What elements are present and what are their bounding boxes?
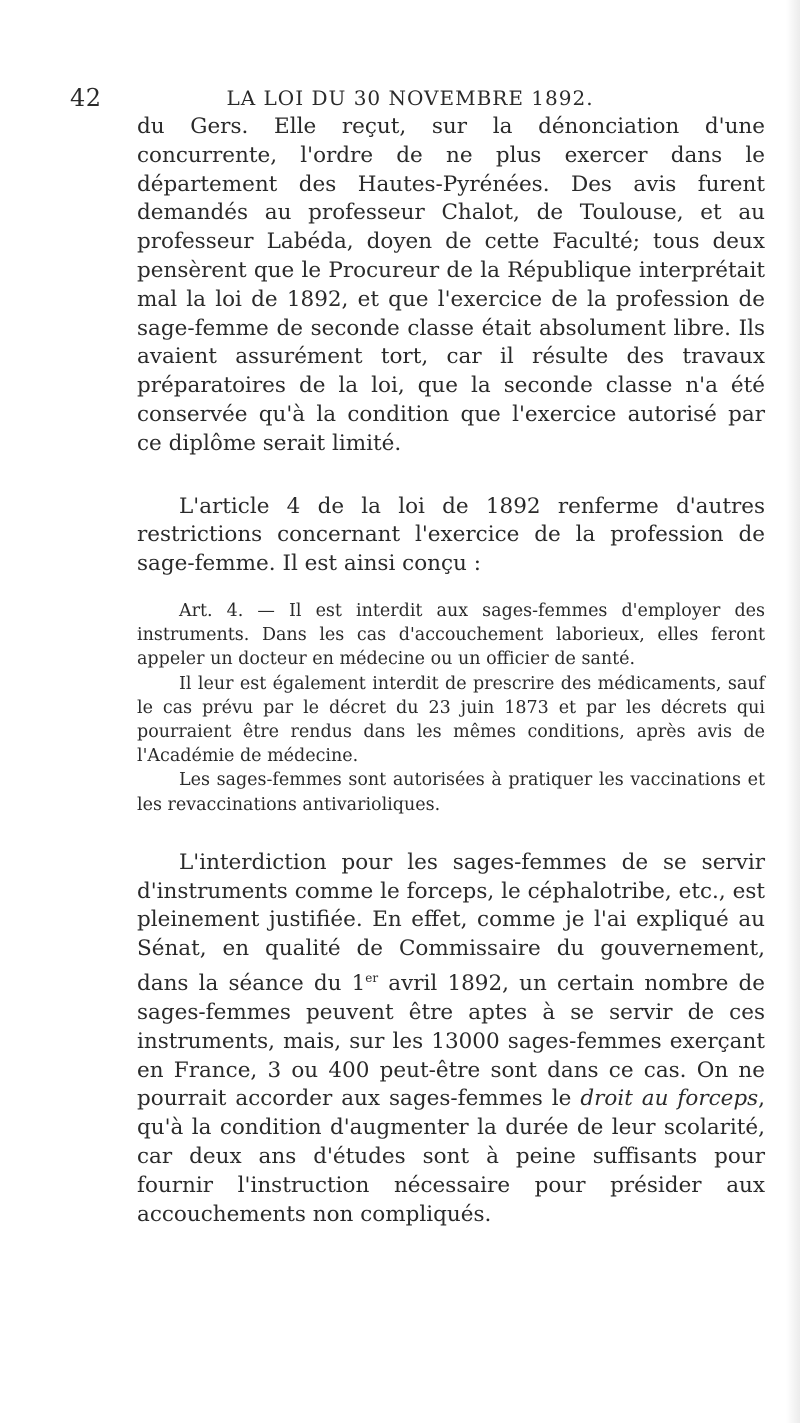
quote-paragraph-3: Les sages-femmes sont autorisées à pratiquer les vaccinations et les revaccinations antivarioliques. [137, 770, 765, 815]
page-edge-shadow [786, 0, 800, 1423]
quote-paragraph-2: Il leur est également interdit de prescrire des médicaments, sauf le cas prévu par le décret du 23 juin 1873 et par les décrets qui pourraient être rendus dans les mêmes conditions, après avis de l'Académie de médecine. [137, 673, 765, 767]
law-article-quote [137, 599, 765, 817]
page-number: 42 [70, 84, 102, 112]
paragraph-3-part-3: , qu'à la condition d'augmenter la durée de leur scolarité, car deux ans d'études sont à peine suffisants pour fournir l'instruction nécessaire pour présider aux accouchements non compliqués. [137, 1086, 765, 1227]
paragraph-3-part-2: avril 1892, un certain nombre de sages-femmes peuvent être aptes à se servir de ces instruments, mais, sur les 13000 sages-femmes exerçant en France, 3 ou 400 peut-être sont dans ce cas. On ne pourrait accorder aux sages-femmes le [137, 971, 765, 1112]
body-text [137, 113, 765, 1229]
paragraph-1: du Gers. Elle reçut, sur la dénonciation d'une concurrente, l'ordre de ne plus exercer dans le département des Hautes-Pyrénées. Des avis furent demandés au professeur Chalot, de Toulouse, et au professeur Labéda, doyen de cette Faculté; tous deux pensèrent que le Procureur de la République interprétait mal la loi de 1892, et que l'exercice de la profession de sage-femme de seconde classe était absolument libre. Ils avaient assurément tort, car il résulte des travaux préparatoires de la loi, que la seconde classe n'a été conservée qu'à la condition que l'exercice autorisé par ce diplôme serait limité. [137, 114, 765, 456]
paragraph-3-part-1: L'interdiction pour les sages-femmes de se servir d'instruments comme le forceps, le céphalotribe, etc., est pleinement justifiée. En effet, comme je l'ai expliqué au Sénat, en qualité de Commissaire du gouvernement, dans la séance du 1 [137, 849, 765, 997]
running-title: LA LOI DU 30 NOVEMBRE 1892. [226, 86, 594, 110]
quote-paragraph-1: Art. 4. — Il est interdit aux sages-femmes d'employer des instruments. Dans les cas d'accouchement laborieux, elles feront appeler un docteur en médecine ou un officier de santé. [137, 600, 765, 670]
page-header [70, 84, 750, 114]
paragraph-2: L'article 4 de la loi de 1892 renferme d'autres restrictions concernant l'exercice de la profession de sage-femme. Il est ainsi conçu : [137, 493, 765, 577]
paragraph-3 [137, 849, 765, 1230]
ordinal-superscript: er [365, 970, 379, 985]
italic-phrase: droit au forceps [580, 1086, 759, 1112]
